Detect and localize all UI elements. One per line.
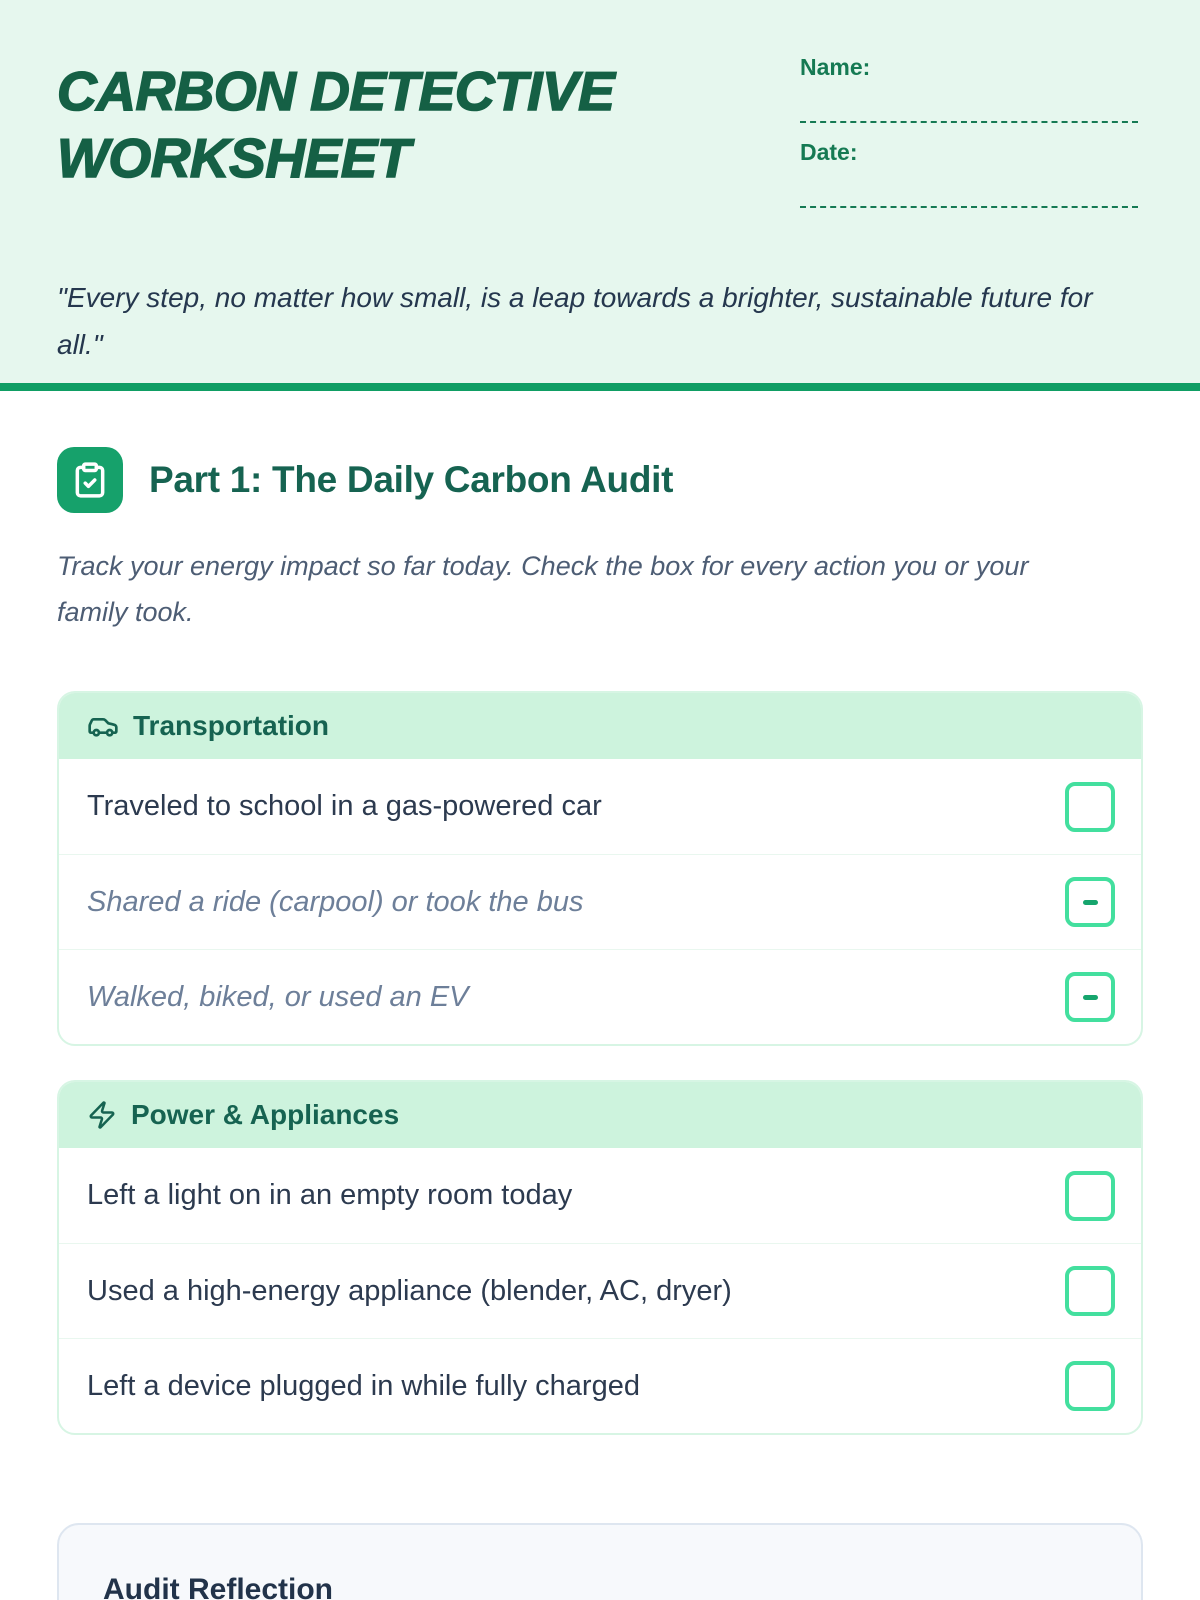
checklist-item-label: Shared a ride (carpool) or took the bus [87,885,584,918]
power-appliances-card-title: Power & Appliances [131,1099,400,1130]
audit-reflection-card [57,1523,1143,1600]
power-appliances-card [57,1080,1143,1435]
page-title-line2: WORKSHEET [57,127,410,189]
page-title [57,58,800,192]
checklist-row [59,1338,1141,1433]
name-fill-line[interactable] [800,81,1138,123]
checklist-item-label: Used a high-energy appliance (blender, AC, dryer) [87,1274,732,1307]
date-fill-line[interactable] [800,166,1138,208]
page-title-line1: CARBON DETECTIVE [57,60,615,122]
checklist-row [59,949,1141,1044]
checklist-row [59,1243,1141,1338]
checkbox-empty[interactable] [1065,782,1115,832]
dash-mark [1083,995,1098,1000]
name-date-block [800,52,1138,224]
transportation-card-title: Transportation [133,710,330,741]
transportation-card-header [59,693,1141,759]
dash-mark [1083,900,1098,905]
checkbox-empty[interactable] [1065,1266,1115,1316]
checkbox-dash[interactable] [1065,972,1115,1022]
power-appliances-card-body [59,1148,1141,1433]
checkbox-empty[interactable] [1065,1171,1115,1221]
date-label: Date: [800,139,858,165]
worksheet-content [0,447,1200,1600]
clipboard-check-icon [57,447,123,513]
checklist-item-label: Left a device plugged in while fully charged [87,1369,640,1402]
checkbox-dash[interactable] [1065,877,1115,927]
part1-heading-row [57,447,1143,513]
motivational-quote: "Every step, no matter how small, is a leap towards a brighter, sustainable future for all." [57,282,1093,360]
checklist-item-label: Left a light on in an empty room today [87,1179,573,1211]
zap-icon [87,1100,117,1130]
part1-instructions: Track your energy impact so far today. Check the box for every action you or your family took. [57,551,1029,627]
checklist-row [59,759,1141,854]
header-top-row [57,52,1138,224]
checklist-row [59,854,1141,949]
checkbox-empty[interactable] [1065,1361,1115,1411]
transportation-card-body [59,759,1141,1044]
checklist-row [59,1148,1141,1243]
part1-heading: Part 1: The Daily Carbon Audit [149,459,674,500]
power-appliances-card-header [59,1082,1141,1148]
transportation-card [57,691,1143,1046]
audit-reflection-title: Audit Reflection [103,1573,333,1600]
checklist-item-label: Walked, biked, or used an EV [87,980,469,1013]
worksheet-header [0,0,1200,383]
car-icon [87,710,119,742]
checklist-item-label: Traveled to school in a gas-powered car [87,790,602,822]
name-label: Name: [800,54,871,80]
header-divider-bar [0,383,1200,391]
